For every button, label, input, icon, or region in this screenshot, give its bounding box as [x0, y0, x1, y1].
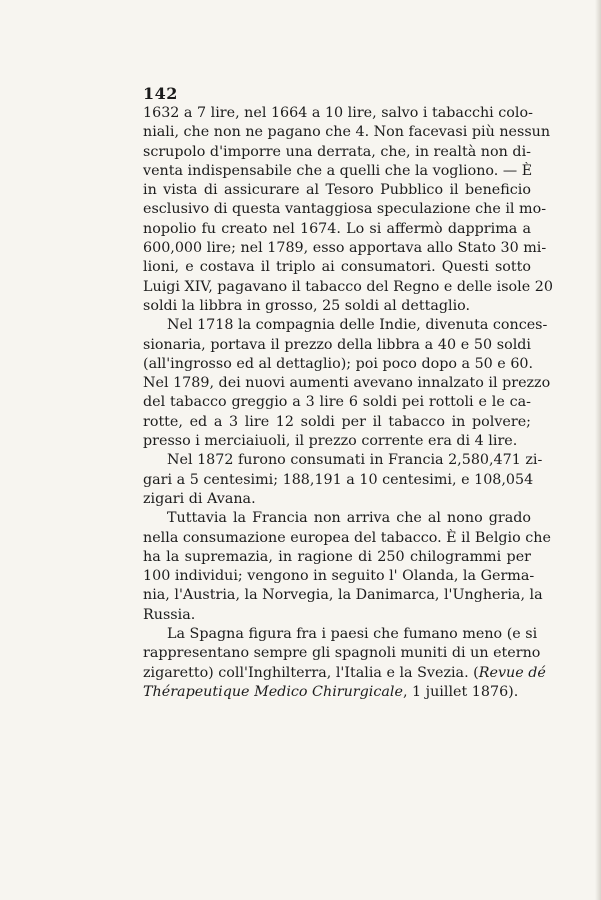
body-text — [143, 104, 553, 702]
text-line — [143, 664, 546, 683]
text-run: zigaretto) coll'Inghilterra, l'Italia e la Svezia. ( — [143, 664, 479, 681]
text-line: Nel 1718 la compagnia delle Indie, divenuta conces- — [167, 317, 548, 334]
text-line: nella consumazione europea del tabacco. È il Belgio che — [143, 529, 551, 546]
text-line: gari a 5 centesimi; 188,191 a 10 centesimi, e 108,054 — [143, 471, 534, 488]
paragraph-3 — [143, 451, 543, 509]
text-line — [143, 683, 531, 702]
text-line: sionaria, portava il prezzo della libbra a 40 e 50 soldi — [143, 336, 531, 353]
page-edge-shadow — [595, 0, 601, 900]
text-line: 600,000 lire; nel 1789, esso apportava allo Stato 30 mi- — [143, 240, 547, 257]
text-line: presso i merciaiuoli, il prezzo corrente era di 4 lire. — [143, 433, 518, 450]
text-line: venta indispensabile che a quelli che la vogliono. — È — [143, 162, 533, 179]
citation-title-part-2: Thérapeutique Medico Chirurgicale — [143, 683, 403, 700]
text-line: rappresentano sempre gli spagnoli muniti di un eterno — [143, 645, 541, 662]
paragraph-5 — [143, 625, 546, 702]
text-line: Russia. — [143, 606, 196, 623]
text-line: zigari di Avana. — [143, 490, 256, 507]
text-line: scrupolo d'imporre una derrata, che, in realtà non di- — [143, 143, 531, 160]
text-line: Tuttavia la Francia non arriva che al nono grado — [167, 510, 531, 527]
text-line: rotte, ed a 3 lire 12 soldi per il tabacco in polvere; — [143, 413, 531, 430]
citation-title-part-1: Revue dé — [478, 664, 546, 681]
text-line: 100 individui; vengono in seguito l' Olanda, la Germa- — [143, 568, 535, 585]
text-line: Nel 1789, dei nuovi aumenti avevano innalzato il prezzo — [143, 375, 551, 392]
text-line: del tabacco greggio a 3 lire 6 soldi pei rottoli e le ca- — [143, 394, 531, 411]
text-line: in vista di assicurare al Tesoro Pubblico il beneficio — [143, 182, 531, 199]
text-line: Luigi XIV, pagavano il tabacco del Regno e delle isole 20 — [143, 278, 553, 295]
text-line: nopolio fu creato nel 1674. Lo si affermò dapprima a — [143, 220, 531, 237]
text-line: nia, l'Austria, la Norvegia, la Danimarca, l'Ungheria, la — [143, 587, 543, 604]
citation-date: , 1 juillet 1876). — [402, 683, 519, 700]
text-line: ha la supremazia, in ragione di 250 chilogrammi per — [143, 548, 531, 565]
page-number: 142 — [143, 84, 178, 103]
paragraph-1 — [143, 104, 553, 316]
text-line: Nel 1872 furono consumati in Francia 2,580,471 zi- — [167, 452, 543, 469]
text-line: soldi la libbra in grosso, 25 soldi al dettaglio. — [143, 297, 471, 314]
text-line: niali, che non ne pagano che 4. Non facevasi più nessun — [143, 124, 551, 141]
text-line: La Spagna figura fra i paesi che fumano meno (e si — [167, 626, 538, 643]
text-line: esclusivo di questa vantaggiosa speculazione che il mo- — [143, 201, 547, 218]
paragraph-4 — [143, 509, 551, 625]
text-line: 1632 a 7 lire, nel 1664 a 10 lire, salvo i tabacchi colo- — [143, 105, 533, 121]
text-line: (all'ingrosso ed al dettaglio); poi poco dopo a 50 e 60. — [143, 355, 534, 372]
paragraph-2 — [143, 316, 551, 451]
text-line: lioni, e costava il triplo ai consumatori. Questi sotto — [143, 259, 531, 276]
